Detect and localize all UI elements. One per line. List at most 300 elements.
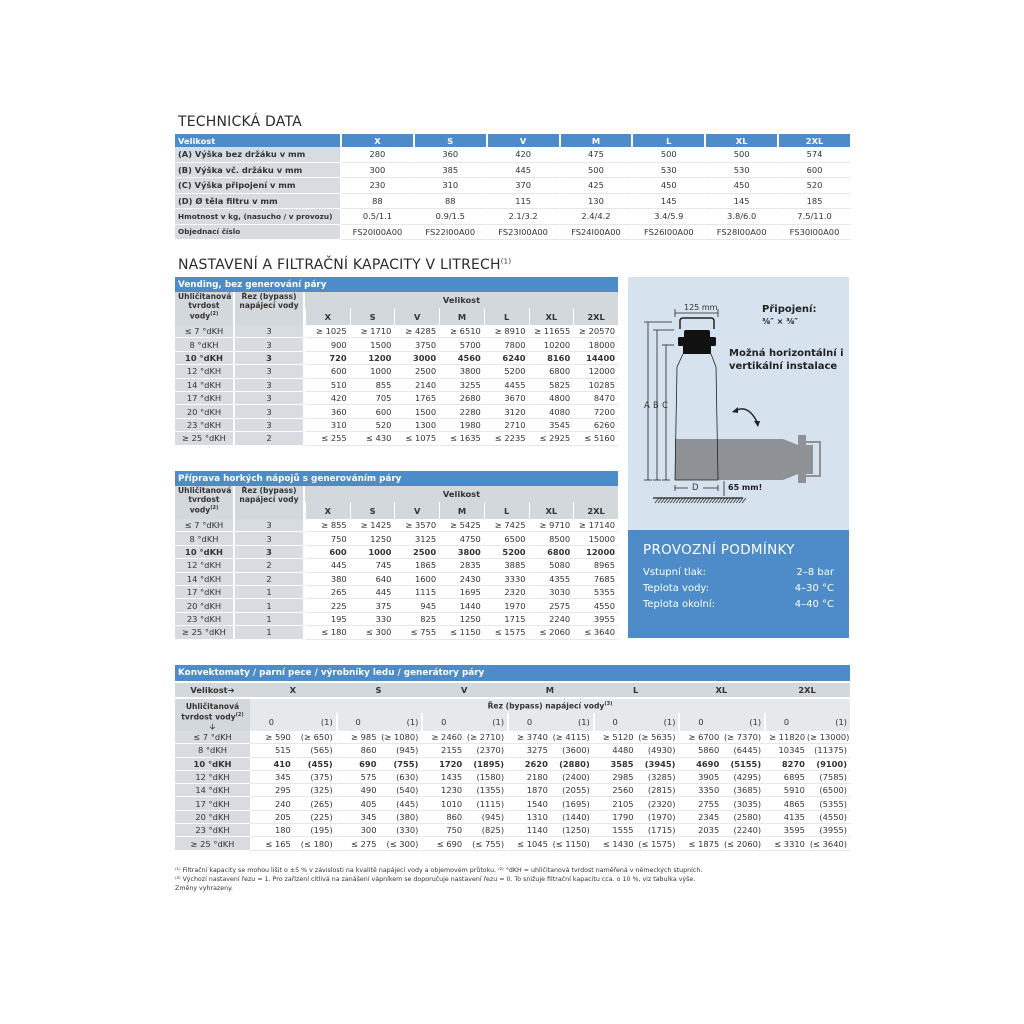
capacity-bypass-0: ≤ 1875 — [678, 837, 721, 850]
capacity-bypass-0: 3275 — [507, 744, 550, 757]
table-row — [175, 352, 618, 365]
value-cell: 530 — [631, 163, 704, 179]
capacity-cell: ≥ 3570 — [394, 519, 439, 532]
vending-table — [175, 277, 618, 446]
bypass-setting-header: (1) — [721, 713, 764, 731]
capacity-cell: 1970 — [484, 599, 529, 612]
table-row — [175, 837, 850, 850]
capacity-cell: 1865 — [394, 559, 439, 572]
capacity-bypass-1: (1715) — [636, 824, 679, 837]
capacity-bypass-1: (4550) — [807, 811, 850, 824]
capacity-bypass-0: ≤ 1045 — [507, 837, 550, 850]
install-note-line: Možná horizontální i — [729, 348, 844, 359]
capacity-cell: 2500 — [394, 365, 439, 378]
hardness-header — [175, 486, 235, 519]
capacity-bypass-0: 2985 — [593, 771, 636, 784]
capacity-cell: ≥ 7425 — [484, 519, 529, 532]
table-row — [175, 613, 618, 626]
capacity-bypass-1: (330) — [378, 824, 421, 837]
value-cell: 280 — [340, 147, 413, 163]
capacity-bypass-0: ≥ 5120 — [593, 731, 636, 744]
capacity-cell: 1765 — [394, 392, 439, 405]
capacity-bypass-0: 1140 — [507, 824, 550, 837]
capacity-bypass-1: (≥ 7370) — [721, 731, 764, 744]
capacity-bypass-1: (≥ 13000) — [807, 731, 850, 744]
hardness-cell: 17 °dKH — [175, 797, 250, 810]
capacity-bypass-1: (1355) — [464, 784, 507, 797]
value-cell: 500 — [559, 163, 632, 179]
capacity-cell: 510 — [305, 379, 350, 392]
size-column-header: 2XL — [573, 308, 618, 325]
table-row — [175, 392, 618, 405]
table-row — [175, 744, 850, 757]
column-header: L — [631, 134, 704, 147]
bypass-cell: 3 — [235, 379, 305, 392]
capacity-cell: ≤ 1635 — [439, 432, 484, 445]
capacity-cell: ≥ 9710 — [529, 519, 574, 532]
capacity-bypass-1: (≥ 1080) — [378, 731, 421, 744]
capacity-title — [178, 257, 511, 273]
capacity-cell: 3330 — [484, 573, 529, 586]
value-cell: 7.5/11.0 — [777, 209, 850, 225]
capacity-cell: 2140 — [394, 379, 439, 392]
table-row — [175, 811, 850, 824]
capacity-cell: 6500 — [484, 532, 529, 545]
size-column-header: V — [394, 502, 439, 519]
hardness-header — [175, 292, 235, 325]
capacity-cell: 3000 — [394, 352, 439, 365]
capacity-bypass-1: (195) — [293, 824, 336, 837]
bypass-cell: 2 — [235, 573, 305, 586]
capacity-cell: ≥ 6510 — [439, 325, 484, 338]
capacity-bypass-1: (9100) — [807, 758, 850, 771]
bypass-header: Řez (bypass) napájecí vody — [235, 486, 305, 519]
bypass-setting-header: (1) — [636, 713, 679, 731]
capacity-bypass-0: 1870 — [507, 784, 550, 797]
capacity-cell: 18000 — [573, 338, 618, 351]
capacity-cell: 8965 — [573, 559, 618, 572]
bypass-cell: 3 — [235, 419, 305, 432]
condition-row — [643, 565, 834, 581]
capacity-bypass-1: (6500) — [807, 784, 850, 797]
capacity-bypass-1: (375) — [293, 771, 336, 784]
capacity-bypass-0: 750 — [421, 824, 464, 837]
capacity-bypass-1: (≤ 1150) — [550, 837, 593, 850]
capacity-cell: 375 — [350, 599, 395, 612]
capacity-bypass-1: (445) — [378, 797, 421, 810]
capacity-cell: 10285 — [573, 379, 618, 392]
capacity-cell: ≤ 255 — [305, 432, 350, 445]
capacity-cell: 4800 — [529, 392, 574, 405]
capacity-bypass-1: (1895) — [464, 758, 507, 771]
hardness-cell: 20 °dKH — [175, 599, 235, 612]
bypass-cell: 3 — [235, 352, 305, 365]
capacity-bypass-1: (≤ 755) — [464, 837, 507, 850]
capacity-bypass-0: 690 — [336, 758, 379, 771]
value-cell: 185 — [777, 194, 850, 210]
capacity-cell: 3800 — [439, 546, 484, 559]
capacity-bypass-1: (1695) — [550, 797, 593, 810]
bypass-cell: 3 — [235, 532, 305, 545]
capacity-cell: 14400 — [573, 352, 618, 365]
capacity-cell: 5200 — [484, 546, 529, 559]
capacity-bypass-0: 205 — [250, 811, 293, 824]
capacity-bypass-0: 8270 — [764, 758, 807, 771]
value-cell: 130 — [559, 194, 632, 210]
capacity-cell: ≤ 300 — [350, 626, 395, 639]
value-cell: 115 — [486, 194, 559, 210]
value-cell: 88 — [340, 194, 413, 210]
capacity-cell: 5825 — [529, 379, 574, 392]
table-row — [175, 824, 850, 837]
capacity-cell: 1500 — [350, 338, 395, 351]
dimension-a-label: A — [644, 401, 650, 411]
value-cell: 450 — [704, 178, 777, 194]
capacity-cell: 1250 — [439, 613, 484, 626]
capacity-cell: 855 — [350, 379, 395, 392]
capacity-bypass-0: 575 — [336, 771, 379, 784]
capacity-cell: 3750 — [394, 338, 439, 351]
capacity-cell: ≥ 1025 — [305, 325, 350, 338]
hardness-cell: 20 °dKH — [175, 405, 235, 418]
hardness-cell: 14 °dKH — [175, 573, 235, 586]
table-row — [175, 163, 850, 179]
size-column-header: 2XL — [764, 681, 850, 697]
capacity-cell: 3120 — [484, 405, 529, 418]
capacity-cell: 15000 — [573, 532, 618, 545]
capacity-cell: 745 — [350, 559, 395, 572]
bypass-setting-header: 0 — [764, 713, 807, 731]
capacity-cell: 825 — [394, 613, 439, 626]
value-cell: 520 — [777, 178, 850, 194]
size-column-header: S — [336, 681, 422, 697]
bypass-setting-header: (1) — [378, 713, 421, 731]
hardness-label: Uhličitanová tvrdost vody — [178, 292, 232, 321]
hardness-cell: 23 °dKH — [175, 613, 235, 626]
bypass-setting-header: 0 — [250, 713, 293, 731]
size-header: Velikost — [175, 134, 340, 147]
capacity-bypass-0: ≥ 3740 — [507, 731, 550, 744]
capacity-bypass-0: ≥ 985 — [336, 731, 379, 744]
table-row — [175, 225, 850, 241]
tech-data-title: TECHNICKÁ DATA — [178, 114, 302, 130]
capacity-bypass-0: 10345 — [764, 744, 807, 757]
capacity-cell: 1695 — [439, 586, 484, 599]
capacity-cell: 1980 — [439, 419, 484, 432]
capacity-cell: ≥ 5425 — [439, 519, 484, 532]
value-cell: 425 — [559, 178, 632, 194]
capacity-cell: 5355 — [573, 586, 618, 599]
table-row — [175, 784, 850, 797]
capacity-bypass-1: (3685) — [721, 784, 764, 797]
capacity-bypass-0: 240 — [250, 797, 293, 810]
condition-label: Teplota okolní: — [643, 599, 715, 610]
capacity-cell: 360 — [305, 405, 350, 418]
header-row — [175, 697, 850, 713]
capacity-cell: ≤ 3640 — [573, 626, 618, 639]
header-row — [175, 292, 618, 308]
hardness-cell: ≥ 25 °dKH — [175, 837, 250, 850]
capacity-bypass-0: 2345 — [678, 811, 721, 824]
capacity-bypass-0: 490 — [336, 784, 379, 797]
clearance-label: 65 mm! — [728, 483, 763, 492]
bypass-cell: 3 — [235, 338, 305, 351]
capacity-bypass-1: (4295) — [721, 771, 764, 784]
bypass-setting-header: (1) — [293, 713, 336, 731]
capacity-bypass-1: (1970) — [636, 811, 679, 824]
footnote-ref: (2) — [210, 311, 219, 317]
value-cell: 88 — [413, 194, 486, 210]
capacity-bypass-1: (2880) — [550, 758, 593, 771]
capacity-bypass-0: 5910 — [764, 784, 807, 797]
capacity-cell: ≤ 1150 — [439, 626, 484, 639]
capacity-bypass-1: (265) — [293, 797, 336, 810]
size-column-header: M — [439, 308, 484, 325]
value-cell: FS28I00A00 — [704, 225, 777, 241]
value-cell: 500 — [704, 147, 777, 163]
table-row — [175, 573, 618, 586]
value-cell: 3.8/6.0 — [704, 209, 777, 225]
capacity-bypass-1: (755) — [378, 758, 421, 771]
capacity-bypass-0: ≥ 6700 — [678, 731, 721, 744]
capacity-cell: 2680 — [439, 392, 484, 405]
bypass-cell: 3 — [235, 392, 305, 405]
row-label: (B) Výška vč. držáku v mm — [175, 163, 340, 179]
table-row — [175, 178, 850, 194]
value-cell: 230 — [340, 178, 413, 194]
capacity-cell: 265 — [305, 586, 350, 599]
capacity-bypass-0: 345 — [336, 811, 379, 824]
size-header: Velikost — [305, 292, 618, 308]
table-row — [175, 209, 850, 225]
hardness-cell: 10 °dKH — [175, 758, 250, 771]
capacity-bypass-1: (4930) — [636, 744, 679, 757]
bypass-cell: 1 — [235, 599, 305, 612]
hot-drinks-table — [175, 471, 618, 640]
bypass-cell: 1 — [235, 613, 305, 626]
footnote: ⁽³⁾ Výchozí nastavení řezu = 1. Pro zařízení citlivá na zanášení vápníkem se doporučuje nastavení řezu = 0. To snižuje filtrační kapacitu cca. o 10 %, viz tabulka výše. — [175, 876, 696, 883]
capacity-cell: 380 — [305, 573, 350, 586]
capacity-cell: 2500 — [394, 546, 439, 559]
table-row — [175, 338, 618, 351]
capacity-cell: 4750 — [439, 532, 484, 545]
value-cell: FS24I00A00 — [559, 225, 632, 241]
row-label: Hmotnost v kg, (nasucho / v provozu) — [175, 209, 340, 225]
capacity-bypass-0: 2035 — [678, 824, 721, 837]
capacity-bypass-0: 295 — [250, 784, 293, 797]
capacity-cell: 7200 — [573, 405, 618, 418]
capacity-bypass-1: (945) — [464, 811, 507, 824]
capacity-bypass-0: ≥ 11820 — [764, 731, 807, 744]
capacity-bypass-1: (325) — [293, 784, 336, 797]
capacity-cell: 1715 — [484, 613, 529, 626]
capacity-bypass-0: 410 — [250, 758, 293, 771]
tech-data-table — [175, 134, 850, 240]
size-column-header: L — [484, 308, 529, 325]
capacity-cell: ≤ 1575 — [484, 626, 529, 639]
capacity-cell: 600 — [305, 365, 350, 378]
capacity-bypass-1: (7585) — [807, 771, 850, 784]
capacity-bypass-1: (1250) — [550, 824, 593, 837]
bypass-cell: 3 — [235, 405, 305, 418]
bypass-sub-row — [175, 713, 850, 731]
capacity-cell: 1300 — [394, 419, 439, 432]
capacity-cell: ≤ 430 — [350, 432, 395, 445]
capacity-bypass-1: (11375) — [807, 744, 850, 757]
column-header: 2XL — [777, 134, 850, 147]
hardness-cell: 14 °dKH — [175, 784, 250, 797]
capacity-cell: 8160 — [529, 352, 574, 365]
table-title: Konvektomaty / parní pece / výrobníky ledu / generátory páry — [175, 665, 850, 681]
capacity-cell: ≤ 2235 — [484, 432, 529, 445]
value-cell: 0.5/1.1 — [340, 209, 413, 225]
hardness-cell: 10 °dKH — [175, 352, 235, 365]
bypass-cell: 3 — [235, 546, 305, 559]
capacity-bypass-1: (2815) — [636, 784, 679, 797]
capacity-cell: 12000 — [573, 546, 618, 559]
capacity-cell: ≤ 5160 — [573, 432, 618, 445]
column-header: X — [340, 134, 413, 147]
capacity-cell: ≥ 4285 — [394, 325, 439, 338]
value-cell: 500 — [631, 147, 704, 163]
capacity-cell: 7800 — [484, 338, 529, 351]
capacity-title-text: NASTAVENÍ A FILTRAČNÍ KAPACITY V LITRECH — [178, 257, 501, 273]
bypass-cell: 1 — [235, 626, 305, 639]
hardness-cell: ≤ 7 °dKH — [175, 731, 250, 744]
condition-label: Vstupní tlak: — [643, 567, 706, 578]
table-title-row — [175, 665, 850, 681]
capacity-cell: 225 — [305, 599, 350, 612]
capacity-bypass-1: (≤ 300) — [378, 837, 421, 850]
hardness-cell: 12 °dKH — [175, 365, 235, 378]
capacity-cell: 3800 — [439, 365, 484, 378]
dimension-c-label: C — [662, 401, 668, 411]
hardness-cell: ≤ 7 °dKH — [175, 519, 235, 532]
hardness-cell: 17 °dKH — [175, 392, 235, 405]
table-row — [175, 731, 850, 744]
hardness-label: Uhličitanová tvrdost vody — [181, 702, 240, 722]
hardness-cell: 10 °dKH — [175, 546, 235, 559]
capacity-cell: 3255 — [439, 379, 484, 392]
capacity-bypass-1: (825) — [464, 824, 507, 837]
capacity-bypass-1: (5155) — [721, 758, 764, 771]
capacity-bypass-0: 6895 — [764, 771, 807, 784]
value-cell: 370 — [486, 178, 559, 194]
capacity-bypass-0: 2155 — [421, 744, 464, 757]
bypass-setting-header: 0 — [421, 713, 464, 731]
capacity-cell: 445 — [350, 586, 395, 599]
capacity-bypass-1: (3955) — [807, 824, 850, 837]
capacity-cell: ≤ 755 — [394, 626, 439, 639]
hardness-label: Uhličitanová tvrdost vody — [178, 486, 232, 515]
size-column-header: X — [305, 502, 350, 519]
hardness-cell: 12 °dKH — [175, 559, 235, 572]
capacity-cell: ≥ 1425 — [350, 519, 395, 532]
bypass-cell: 2 — [235, 432, 305, 445]
capacity-bypass-0: 3905 — [678, 771, 721, 784]
capacity-cell: 330 — [350, 613, 395, 626]
size-label: Velikost➔ — [175, 681, 250, 697]
row-label: (C) Výška připojení v mm — [175, 178, 340, 194]
row-label: Objednací číslo — [175, 225, 340, 241]
capacity-cell: 1000 — [350, 365, 395, 378]
bypass-cell: 3 — [235, 519, 305, 532]
capacity-bypass-1: (225) — [293, 811, 336, 824]
capacity-bypass-0: 4135 — [764, 811, 807, 824]
capacity-bypass-0: 1310 — [507, 811, 550, 824]
capacity-cell: 945 — [394, 599, 439, 612]
capacity-bypass-1: (3600) — [550, 744, 593, 757]
capacity-bypass-0: 345 — [250, 771, 293, 784]
capacity-cell: 600 — [305, 546, 350, 559]
value-cell: FS30I00A00 — [777, 225, 850, 241]
value-cell: FS20I00A00 — [340, 225, 413, 241]
capacity-cell: 2280 — [439, 405, 484, 418]
value-cell: 600 — [777, 163, 850, 179]
capacity-cell: 2240 — [529, 613, 574, 626]
capacity-bypass-1: (3285) — [636, 771, 679, 784]
footnote: Změny vyhrazeny. — [175, 885, 233, 892]
operating-conditions-title: PROVOZNÍ PODMÍNKY — [643, 542, 795, 558]
table-row — [175, 546, 618, 559]
value-cell: 2.4/4.2 — [559, 209, 632, 225]
table-row — [175, 626, 618, 639]
size-column-header: XL — [678, 681, 764, 697]
table-row — [175, 586, 618, 599]
capacity-bypass-1: (5355) — [807, 797, 850, 810]
value-cell: 3.4/5.9 — [631, 209, 704, 225]
capacity-bypass-1: (1580) — [464, 771, 507, 784]
bypass-cell: 3 — [235, 365, 305, 378]
hardness-cell: ≤ 7 °dKH — [175, 325, 235, 338]
value-cell: 310 — [413, 178, 486, 194]
column-header: V — [486, 134, 559, 147]
capacity-bypass-0: 860 — [336, 744, 379, 757]
capacity-bypass-0: 300 — [336, 824, 379, 837]
value-cell: FS22I00A00 — [413, 225, 486, 241]
capacity-bypass-0: 1435 — [421, 771, 464, 784]
capacity-bypass-1: (≥ 5635) — [636, 731, 679, 744]
table-row — [175, 194, 850, 210]
value-cell: 420 — [486, 147, 559, 163]
capacity-bypass-0: 3350 — [678, 784, 721, 797]
capacity-bypass-0: 4690 — [678, 758, 721, 771]
capacity-cell: 2710 — [484, 419, 529, 432]
dimension-d-label: D — [692, 483, 699, 493]
capacity-cell: 3955 — [573, 613, 618, 626]
condition-value: 4–30 °C — [794, 583, 834, 594]
table-row — [175, 771, 850, 784]
bypass-header — [250, 697, 850, 713]
bypass-cell: 2 — [235, 559, 305, 572]
capacity-bypass-1: (≥ 650) — [293, 731, 336, 744]
capacity-bypass-0: ≥ 590 — [250, 731, 293, 744]
capacity-cell: ≥ 17140 — [573, 519, 618, 532]
installation-diagram — [628, 277, 849, 530]
capacity-bypass-1: (945) — [378, 744, 421, 757]
operating-conditions — [628, 530, 849, 638]
capacity-bypass-1: (≤ 2060) — [721, 837, 764, 850]
capacity-cell: 6800 — [529, 546, 574, 559]
table-row — [175, 365, 618, 378]
capacity-bypass-1: (2240) — [721, 824, 764, 837]
capacity-cell: 1250 — [350, 532, 395, 545]
capacity-cell: 445 — [305, 559, 350, 572]
size-column-header: S — [350, 502, 395, 519]
bypass-header: Řez (bypass) napájecí vody — [235, 292, 305, 325]
hardness-cell: 12 °dKH — [175, 771, 250, 784]
hardness-cell: ≥ 25 °dKH — [175, 626, 235, 639]
